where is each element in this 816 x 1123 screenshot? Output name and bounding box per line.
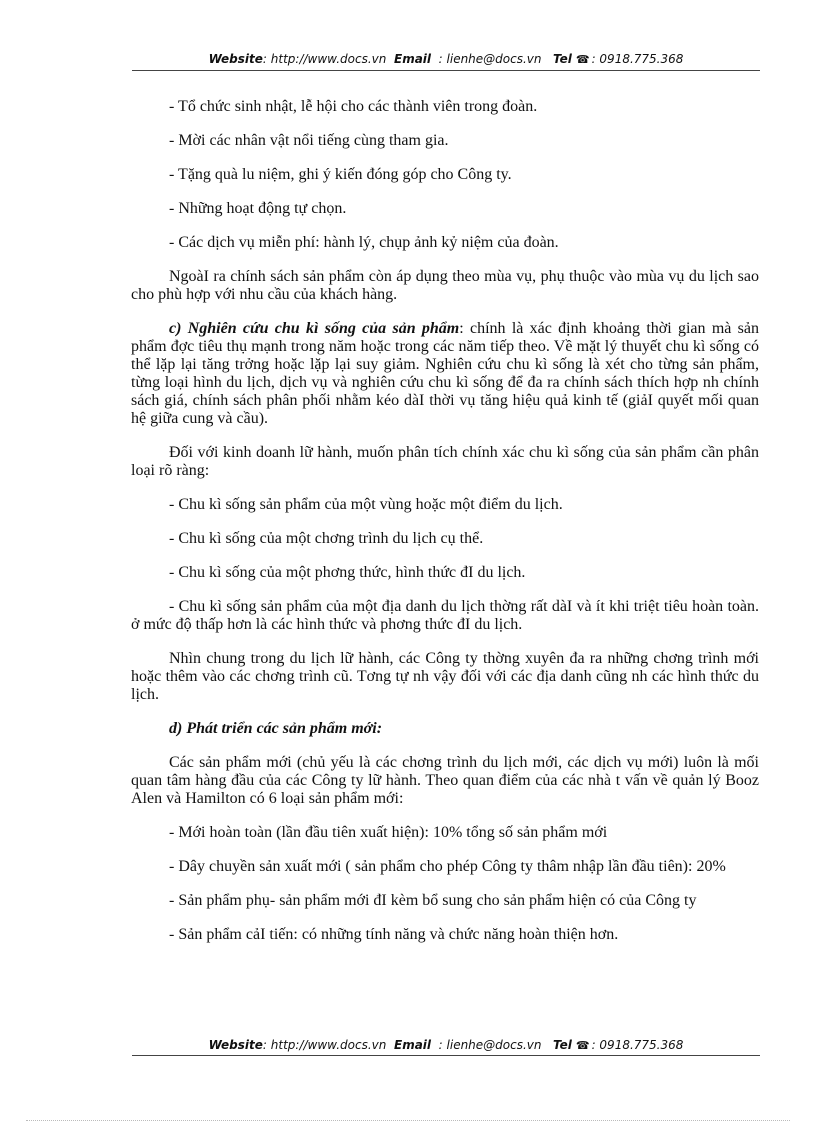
paragraph: - Sản phẩm cảI tiến: có những tính năng và chức năng hoàn thiện hơn. (169, 926, 619, 943)
paragraph: - Chu kì sống sản phẩm của một địa danh du lịch thờng rất dàI và ít khi triệt tiêu hoàn toàn. ở mức độ thấp hơn là các hình thức và phơng thức đI du lịch. (131, 598, 759, 633)
paragraph: NgoàI ra chính sách sản phẩm còn áp dụng theo mùa vụ, phụ thuộc vào mùa vụ du lịch sao cho phù hợp với nhu cầu của khách hàng. (131, 268, 759, 303)
tel-value: : 0918.775.368 (591, 1038, 684, 1052)
paragraph: - Các dịch vụ miễn phí: hành lý, chụp ảnh kỷ niệm của đoàn. (169, 234, 559, 251)
email-value: : lienhe@docs.vn (438, 1038, 542, 1052)
paragraph-text: : chính là xác định khoảng thời gian mà sản phẩm đợc tiêu thụ mạnh trong năm hoặc trong các năm tiếp theo. Về mặt lý thuyết chu kì sống có thể lặp lại tăng trởng hoặc lặp lại suy giảm. Nghiên cứu chu kì sống là xét cho từng sản phẩm, từng loại hình du lịch, dịch vụ và nghiên cứu chu kì sống để đa ra chính sách thích hợp nh chính sách giá, chính sách phân phối nhằm kéo dàI thời vụ tăng hiệu quả kinh tế (giảI quyết mối quan hệ giữa cung và cầu). (131, 320, 760, 427)
email-value: : lienhe@docs.vn (438, 52, 542, 66)
website-label: Website (208, 1038, 263, 1052)
tel-value: : 0918.775.368 (591, 52, 684, 66)
email-label: Email (394, 52, 432, 66)
paragraph: - Tặng quà lu niệm, ghi ý kiến đóng góp cho Công ty. (169, 166, 512, 183)
paragraph: - Mới hoàn toàn (lần đầu tiên xuất hiện): 10% tổng số sản phẩm mới (169, 824, 608, 841)
paragraph: - Dây chuyền sản xuất mới ( sản phẩm cho phép Công ty thâm nhập lần đầu tiên): 20% (169, 858, 726, 875)
paragraph (131, 320, 759, 428)
paragraph: - Chu kì sống của một chơng trình du lịch cụ thể. (169, 530, 484, 547)
section-heading: d) Phát triển các sản phẩm mới: (169, 720, 383, 737)
page-footer (132, 1038, 760, 1052)
email-label: Email (394, 1038, 432, 1052)
paragraph: - Mời các nhân vật nổi tiếng cùng tham gia. (169, 132, 449, 149)
paragraph: Đối với kinh doanh lữ hành, muốn phân tích chính xác chu kì sống của sản phẩm cần phân loại rõ ràng: (131, 444, 759, 479)
paragraph: - Chu kì sống của một phơng thức, hình thức đI du lịch. (169, 564, 526, 581)
paragraph: Nhìn chung trong du lịch lữ hành, các Công ty thờng xuyên đa ra những chơng trình mới hoặc thêm vào các chơng trình cũ. Tơng tự nh vậy đối với các địa danh cũng nh các hình thức du lịch. (131, 650, 759, 703)
phone-icon: ☎ (575, 1039, 590, 1052)
phone-icon: ☎ (575, 53, 590, 66)
paragraph: Các sản phẩm mới (chủ yếu là các chơng trình du lịch mới, các dịch vụ mới) luôn là mối quan tâm hàng đầu của các Công ty lữ hành. Theo quan điểm của các nhà t vấn về quản lý Booz Alen và Hamilton có 6 loại sản phẩm mới: (131, 754, 759, 807)
website-value: : http://www.docs.vn (262, 1038, 387, 1052)
paragraph: - Chu kì sống sản phẩm của một vùng hoặc một điểm du lịch. (169, 496, 563, 513)
page-edge-divider (26, 1120, 790, 1121)
paragraph: - Những hoạt động tự chọn. (169, 200, 347, 217)
page-header (132, 52, 760, 66)
website-value: : http://www.docs.vn (262, 52, 387, 66)
tel-label: Tel (552, 1038, 572, 1052)
website-label: Website (208, 52, 263, 66)
paragraph: - Sản phẩm phụ- sản phẩm mới đI kèm bổ sung cho sản phẩm hiện có của Công ty (169, 892, 697, 909)
header-divider (132, 70, 760, 71)
footer-divider (132, 1055, 760, 1056)
section-heading: c) Nghiên cứu chu kì sống của sản phẩm (169, 320, 460, 337)
paragraph: - Tổ chức sinh nhật, lễ hội cho các thành viên trong đoàn. (169, 98, 538, 115)
tel-label: Tel (552, 52, 572, 66)
document-body (131, 98, 759, 944)
